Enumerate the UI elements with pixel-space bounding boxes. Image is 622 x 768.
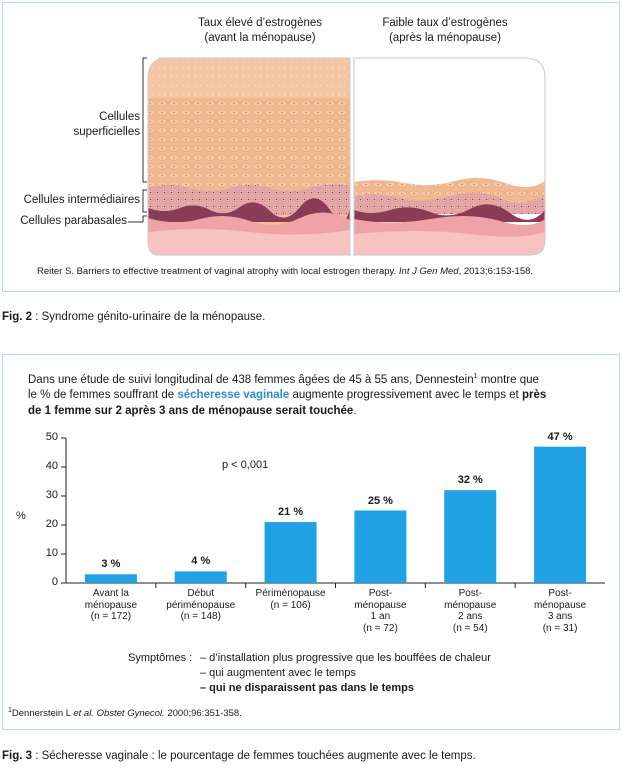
tissue-illustration <box>0 0 622 292</box>
column-heading-low-line2: (après la ménopause) <box>389 32 501 44</box>
intro-line1-end: montre que <box>477 373 539 386</box>
category-label-line: ménopause <box>354 599 407 611</box>
column-heading-high-line1: Taux élevé d’estrogènes <box>197 17 323 29</box>
intro-line-1 <box>28 369 546 388</box>
symptoms-label: Symptômes : <box>128 652 193 664</box>
category-label-line: ménopause <box>84 599 138 611</box>
figure-2-caption <box>2 311 265 323</box>
study-intro <box>28 369 546 419</box>
symptom-1: – d’installation plus progressive que les bouffées de chaleur <box>200 652 491 664</box>
y-tick-label: 50 <box>45 431 58 443</box>
category-label <box>67 588 155 623</box>
intro-line-2 <box>28 388 546 404</box>
label-superficial-line2: superficielles <box>73 126 140 138</box>
bar <box>354 511 406 584</box>
intro-highlight-term: sécheresse vaginale <box>177 389 290 402</box>
bar <box>175 571 227 583</box>
category-label-line: (n = 54) <box>452 622 488 634</box>
reference-text: Reiter S. Barriers to effective treatment of vaginal atrophy with local estrogen therapy. <box>37 266 399 277</box>
category-label-line: ménopause <box>444 599 497 611</box>
bar-value-label: 25 % <box>367 494 393 507</box>
intro-line3-bold: de 1 femme sur 2 après 3 ans de ménopause serait touchée <box>28 404 354 417</box>
bar-value-label: 47 % <box>547 430 573 443</box>
intro-line2-middle: augmente progressivement avec le temps et <box>289 389 522 402</box>
y-tick-label: 20 <box>45 518 58 530</box>
category-label-line: Post- <box>458 588 482 599</box>
figure-3-caption-text: : Sécheresse vaginale : le pourcentage de femmes touchées augmente avec le temps. <box>32 750 476 762</box>
y-tick-label: 40 <box>45 460 58 472</box>
intro-line1-text: Dans une étude de suivi longitudinal de 438 femmes âgées de 45 à 55 ans, Dennestein <box>28 373 474 386</box>
y-axis-label: % <box>16 510 26 522</box>
category-label-line: 2 ans <box>458 611 483 622</box>
category-label-line: Périménopause <box>255 588 326 599</box>
bar-value-label: 32 % <box>457 474 483 487</box>
figure-2-caption-text: : Syndrome génito-urinaire de la ménopause. <box>32 311 266 323</box>
category-label <box>336 588 424 634</box>
label-parabasal-cells: Cellules parabasales <box>20 215 127 227</box>
category-label-line: Avant la <box>92 588 129 599</box>
category-label-line: (n = 31) <box>542 622 578 634</box>
bar <box>265 522 317 583</box>
bar <box>534 447 586 583</box>
intro-line2-start: le % de femmes souffrant de <box>28 389 178 402</box>
symptoms-list <box>200 651 491 696</box>
category-label <box>426 588 514 634</box>
reference-author: Dennerstein L <box>11 708 74 720</box>
intro-footnote-marker: 1 <box>473 373 478 380</box>
symptom-2: – qui augmentent avec le temps <box>200 667 356 679</box>
figure-3-reference <box>8 707 242 719</box>
bar-value-label: 4 % <box>191 555 211 568</box>
bar <box>85 574 137 583</box>
bar-value-label: 21 % <box>278 506 304 519</box>
y-tick-label: 10 <box>45 547 58 559</box>
bar <box>444 490 496 583</box>
figure-2-caption-label: Fig. 2 <box>2 311 33 323</box>
reference-tail: 2000;96:351-358. <box>164 708 242 720</box>
category-label <box>157 588 245 623</box>
figure-2-reference <box>37 266 533 277</box>
label-intermediate-cells: Cellules intermédiaires <box>23 194 140 206</box>
figure-3-caption-label: Fig. 3 <box>2 750 33 762</box>
label-superficial-line1: Cellules <box>99 111 140 123</box>
reference-footnote-marker: 1 <box>8 707 12 714</box>
intro-line-3 <box>28 404 546 420</box>
category-label-line: ménopause <box>533 599 587 611</box>
intro-line3-end: . <box>353 404 357 417</box>
category-label-line: 3 ans <box>547 611 573 622</box>
low-estrogen-tissue <box>354 58 545 258</box>
category-label-line: (n = 106) <box>270 599 311 611</box>
column-heading-low-line1: Faible taux d’estrogènes <box>382 17 508 29</box>
intro-line2-bold: près <box>521 389 547 402</box>
category-label-line: (n = 148) <box>180 611 221 622</box>
figure-3-caption <box>2 750 476 762</box>
reference-journal: Int J Gen Med <box>398 266 459 277</box>
category-label-line: (n = 172) <box>90 611 132 622</box>
bar-value-label: 3 % <box>101 558 121 571</box>
label-superficial-cells <box>40 110 140 140</box>
category-label <box>516 588 604 634</box>
column-heading-high-line2: (avant la ménopause) <box>204 32 316 44</box>
category-label-line: (n = 72) <box>363 622 398 634</box>
y-tick-label: 30 <box>45 489 58 501</box>
category-label-line: Post- <box>368 588 393 599</box>
category-label-line: Post- <box>548 588 572 599</box>
category-label-line: périménopause <box>166 599 236 611</box>
p-value-annotation: p < 0,001 <box>222 459 269 471</box>
high-estrogen-tissue <box>148 58 350 258</box>
symptom-3: – qui ne disparaissent pas dans le temps <box>200 682 414 694</box>
reference-tail: , 2013;6:153-158. <box>458 266 534 277</box>
category-label <box>247 588 335 611</box>
category-label-line: Début <box>187 588 215 599</box>
y-tick-label: 0 <box>51 576 58 588</box>
category-label-line: 1 an <box>370 611 391 622</box>
reference-journal: et al. Obstet Gynecol. <box>73 708 165 720</box>
